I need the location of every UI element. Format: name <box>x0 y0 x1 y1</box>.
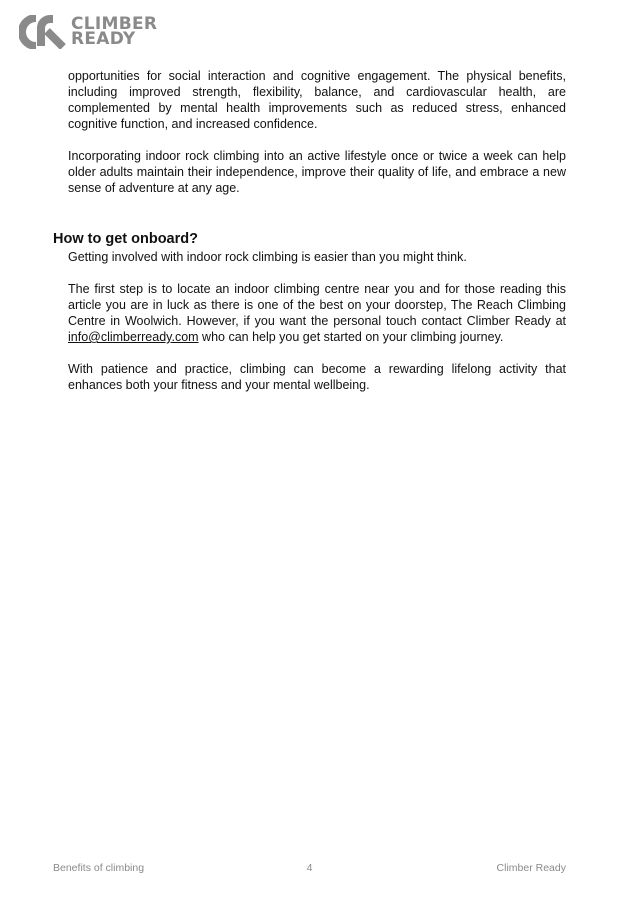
logo-wordmark <box>71 14 158 49</box>
footer-document-title: Benefits of climbing <box>53 862 145 874</box>
onboard-paragraph-2-text-start: The first step is to locate an indoor climbing centre near you and for those reading this article you are in luck as there is one of the best on your doorstep, The Reach Climbing Centre in Woolwich. However, if you want the personal touch contact Climber Ready at <box>68 282 566 328</box>
onboard-paragraph-3: With patience and practice, climbing can become a rewarding lifelong activity that enhances both your fitness and your mental wellbeing. <box>68 362 566 392</box>
intro-section <box>68 68 566 196</box>
logo-line-1: CLIMBER <box>71 14 158 34</box>
onboard-paragraph-2-text-end: who can help you get started on your climbing journey. <box>198 330 504 344</box>
onboard-paragraph-2 <box>68 281 566 345</box>
onboard-paragraph-1: Getting involved with indoor rock climbing is easier than you might think. <box>68 250 467 264</box>
footer-page-number: 4 <box>306 862 313 874</box>
section-heading: How to get onboard? <box>53 231 198 247</box>
logo-line-2: READY <box>71 29 136 49</box>
climber-ready-logo <box>19 15 157 49</box>
email-link[interactable]: info@climberready.com <box>68 330 199 344</box>
intro-paragraph-1: opportunities for social interaction and cognitive engagement. The physical benefits, including improved strength, flexibility, balance, and cardiovascular health, are complemented by mental health improvements such as reduced stress, enhanced cognitive function, and increased confidence. <box>68 69 566 131</box>
intro-paragraph-2: Incorporating indoor rock climbing into an active lifestyle once or twice a week can help older adults maintain their independence, improve their quality of life, and embrace a new sense of adventure at any age. <box>68 149 566 195</box>
climber-ready-logo-mark-icon <box>19 15 67 49</box>
onboard-section <box>68 249 566 393</box>
footer-brand-name: Climber Ready <box>496 862 566 874</box>
